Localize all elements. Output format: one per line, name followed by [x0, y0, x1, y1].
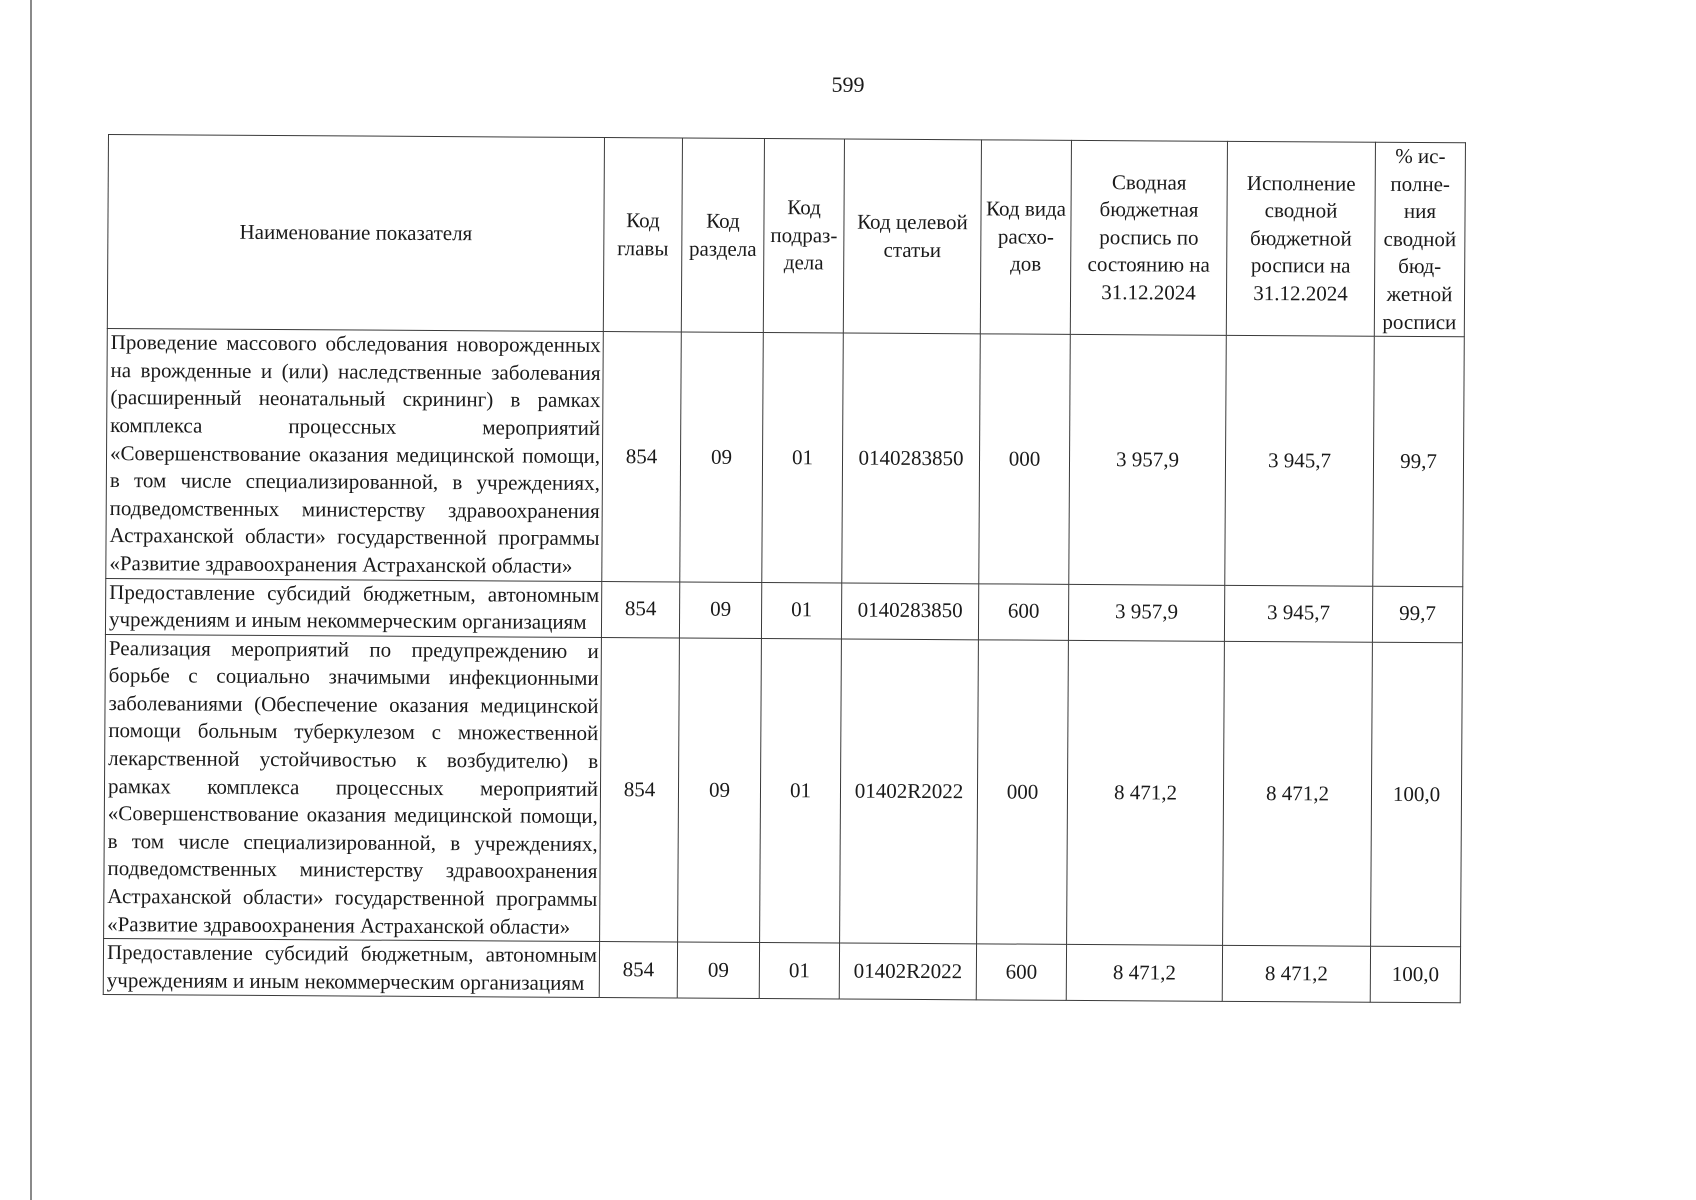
row-planned-budget: 3 957,9 [1069, 335, 1227, 585]
row-target-article-code: 01402R2022 [839, 943, 976, 1000]
header-expense-type-code: Код вида расхо-дов [980, 140, 1071, 335]
header-section-code: Код раздела [681, 138, 764, 333]
table-row [105, 578, 1462, 642]
row-section-code: 09 [680, 332, 764, 582]
table-row [103, 939, 1460, 1003]
page-number: 599 [831, 72, 865, 97]
table-header-row [107, 135, 1465, 337]
row-indicator-name: Проведение массового обследования новорожденных на врожденные и (или) наследственные заболевания (расширенный неонатальный скрининг) в рамках комплекса процессных мероприятий «Совершенствование оказания медицинской помощи, в том числе специализированной, в учреждениях, подведомственных министерству здравоохранения Астраханской области» государственной программы «Развитие здравоохранения Астраханской области» [106, 329, 604, 581]
row-subsection-code: 01 [762, 333, 844, 583]
header-execution-percent: % ис-полне-ния сводной бюд-жетной росписи [1374, 142, 1465, 337]
row-execution-percent: 99,7 [1373, 336, 1465, 586]
budget-execution-table [103, 134, 1466, 1004]
row-subsection-code: 01 [761, 582, 841, 639]
row-planned-budget: 8 471,2 [1067, 640, 1225, 945]
table-row [106, 329, 1464, 587]
row-chapter-code: 854 [599, 942, 677, 999]
row-indicator-name: Предоставление субсидий бюджетным, автономным учреждениям и иным некоммерческим организациям [105, 578, 601, 637]
row-target-article-code: 0140283850 [841, 582, 978, 639]
scan-margin-line [30, 0, 32, 1200]
row-executed-budget: 3 945,7 [1224, 585, 1372, 642]
header-planned-budget: Сводная бюджетная роспись по состоянию на 31.12.2024 [1070, 140, 1227, 335]
row-indicator-name: Реализация мероприятий по предупреждению и борьбе с социально значимыми инфекционными заболеваниями (Обеспечение оказания медицинской помощи больным туберкулезом с множественной лекарственной устойчивостью к возбудителю) в рамках комплекса процессных мероприятий «Совершенствование оказания медицинской помощи, в том числе специализированной, в учреждениях, подведомственных министерству здравоохранения Астраханской области» государственной программы «Развитие здравоохранения Астраханской области» [104, 634, 602, 942]
row-execution-percent: 100,0 [1371, 642, 1463, 947]
header-target-article-code: Код целевой статьи [843, 139, 981, 334]
row-execution-percent: 99,7 [1372, 586, 1462, 643]
row-chapter-code: 854 [600, 637, 680, 942]
row-executed-budget: 3 945,7 [1225, 335, 1375, 585]
row-expense-type-code: 000 [979, 334, 1071, 584]
row-chapter-code: 854 [602, 332, 682, 582]
row-expense-type-code: 000 [977, 640, 1069, 945]
row-executed-budget: 8 471,2 [1222, 946, 1370, 1003]
header-executed-budget: Исполнение сводной бюджетной росписи на 31.12.2024 [1226, 141, 1375, 336]
row-planned-budget: 8 471,2 [1066, 945, 1222, 1002]
header-chapter-code: Код главы [603, 138, 682, 333]
header-indicator-name: Наименование показателя [107, 135, 604, 332]
row-expense-type-code: 600 [978, 583, 1068, 640]
row-expense-type-code: 600 [976, 944, 1066, 1001]
row-planned-budget: 3 957,9 [1068, 584, 1224, 641]
row-execution-percent: 100,0 [1370, 946, 1460, 1003]
row-target-article-code: 01402R2022 [840, 639, 979, 944]
row-chapter-code: 854 [601, 581, 679, 638]
row-subsection-code: 01 [760, 638, 842, 943]
row-target-article-code: 0140283850 [842, 333, 981, 583]
row-section-code: 09 [677, 942, 759, 999]
row-subsection-code: 01 [759, 943, 839, 1000]
row-section-code: 09 [678, 638, 762, 943]
row-executed-budget: 8 471,2 [1223, 641, 1373, 946]
row-section-code: 09 [679, 582, 761, 639]
header-subsection-code: Код подраз-дела [763, 139, 844, 334]
row-indicator-name: Предоставление субсидий бюджетным, автономным учреждениям и иным некоммерческим организациям [103, 939, 599, 998]
table-row [104, 634, 1463, 947]
